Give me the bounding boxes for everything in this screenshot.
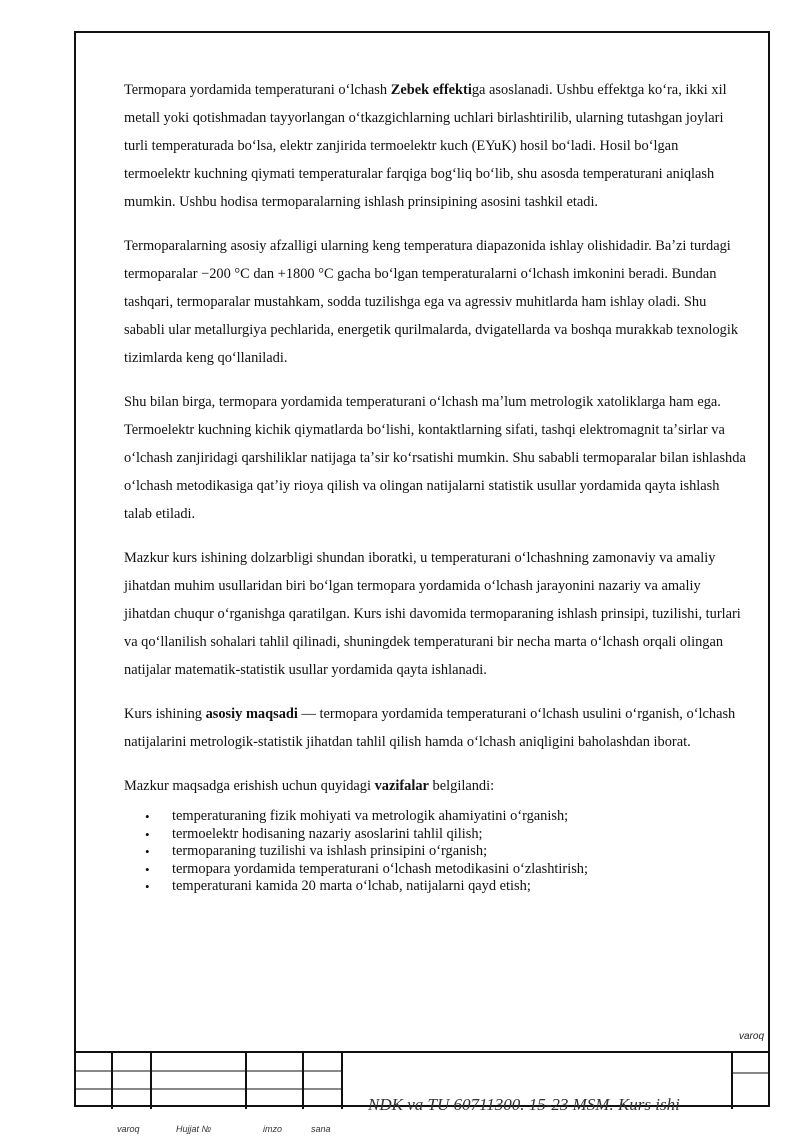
- list-item: • temperaturani kamida 20 marta oʻlchab, natijalarni qayd etish;: [145, 878, 531, 895]
- paragraph-advantages: Termoparalarning asosiy afzalligi ularning keng temperatura diapazonida ishlay olishidadir. Baʼzi turdagi termoparalar −200 °C dan +1800 °C gacha boʻlgan temperaturalarni oʻlchash imkonini beradi. Bundan tashqari, termoparalar mustahkam, sodda tuzilishga ega va agressiv muhitlarda ham ishlay oladi. Shu sababli ular metallurgiya pechlarida, energetik qurilmalarda, dvigatellarda va boshqa murakkab texnologik tizimlarda keng qoʻllaniladi.: [124, 238, 739, 366]
- stamp-label-date: sana: [311, 1124, 331, 1134]
- paragraph-relevance: Mazkur kurs ishining dolzarbligi shundan iboratki, u temperaturani oʻlchashning zamonaviy va amaliy jihatdan muhim usullaridan biri boʻlgan termopara yordamida oʻlchash jarayonini nazariy va amaliy jihatdan chuqur oʻrganishga qaratilgan. Kurs ishi davomida termoparaning ishlash prinsipi, tuzilishi, turlari va qoʻllanilish sohalari tahlil qilinadi, shuningdek temperaturani bir necha marta oʻlchash orqali olingan natijalar matematik-statistik usullar yordamida qayta ishlanadi.: [124, 550, 741, 678]
- list-item: • termoparaning tuzilishi va ishlash prinsipini oʻrganish;: [145, 843, 488, 860]
- paragraph-tasks-intro: Mazkur maqsadga erishish uchun quyidagi vazifalar belgilandi:: [124, 778, 495, 794]
- document-body: [124, 76, 746, 896]
- stamp-label-doc-number: Hujjat №: [176, 1124, 212, 1134]
- stamp-column-labels: [0, 1124, 800, 1136]
- stamp-label-sheet: varoq: [117, 1124, 140, 1134]
- paragraph-zebek: Termopara yordamida temperaturani oʻlchash Zebek effektiga asoslanadi. Ushbu effektga koʻra, ikki xil metall yoki qotishmadan tayyorlangan oʻtkazgichlarning uchlari birlashtirilib, ularning tutashgan joylari turli temperaturada boʻlsa, elektr zanjirida termoelektr kuch (EYuK) hosil boʻladi. Hosil boʻlgan termoelektr kuchning qiymati temperaturalar farqiga bogʻliq boʻlib, shu asosda temperaturani aniqlash mumkin. Ushbu hodisa termoparalarning ishlash prinsipining asosini tashkil etadi.: [124, 82, 727, 210]
- paragraph-errors: Shu bilan birga, termopara yordamida temperaturani oʻlchash maʼlum metrologik xatoliklarga ham ega. Termoelektr kuchning kichik qiymatlarda boʻlishi, kontaktlarning sifati, tashqi elektromagnit taʼsirlar va oʻlchash zanjiridagi qarshiliklar natijaga taʼsir koʻrsatishi mumkin. Shu sababli termoparalar bilan ishlashda oʻlchash metodikasiga qatʼiy rioya qilish va olingan natijalarni statistik usullar yordamida qayta ishlash talab etiladi.: [124, 394, 746, 522]
- task-list: [124, 808, 746, 896]
- bullet-icon: •: [145, 809, 150, 824]
- stamp-label-signature: imzo: [263, 1124, 283, 1134]
- list-item: • termopara yordamida temperaturani oʻlchash metodikasini oʻzlashtirish;: [145, 860, 588, 877]
- paragraph-goal: Kurs ishining asosiy maqsadi — termopara yordamida temperaturani oʻlchash usulini oʻrganish, oʻlchash natijalarini metrologik-statistik jihatdan tahlil qilish hamda oʻlchash aniqligini baholashdan iborat.: [124, 706, 736, 750]
- document-code: NDK va TU 60711300. 15-23 MSM. Kurs ishi: [368, 1095, 680, 1114]
- list-item: • termoelektr hodisaning nazariy asoslarini tahlil qilish;: [145, 825, 483, 842]
- bullet-icon: •: [145, 861, 150, 877]
- sheet-label: varoq: [738, 1031, 764, 1042]
- bullet-icon: •: [145, 826, 150, 842]
- bullet-icon: •: [145, 844, 150, 860]
- bullet-icon: •: [145, 879, 150, 895]
- list-item: • temperaturaning fizik mohiyati va metrologik ahamiyatini oʻrganish;: [145, 808, 569, 824]
